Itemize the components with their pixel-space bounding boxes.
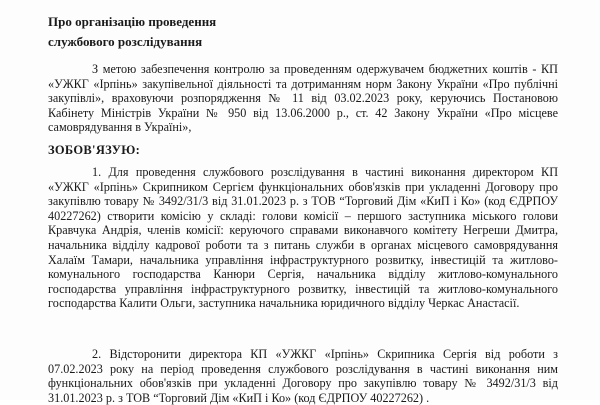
preamble-paragraph: З метою забезпечення контролю за проведенням одержувачем бюджетних коштів - КП «УЖКГ «Ірпінь» закупівельної діяльності та дотриманням норм Закону України «Про публічні закупівлі», враховуючи розпорядження № 11 від 03.02.2023 року, керуючись Постановою Кабінету Міністрів України № 950 від 13.06.2000 р., ст. 42 Закону України «Про місцеве самоврядування в Україні», (48, 62, 558, 135)
item-1-paragraph: 1. Для проведення службового розслідування в частині виконання директором КП «УЖКГ «Ірпінь» Скрипником Сергієм функціональних обов'язків при укладенні Договору про закупівлю товару № 3492/31/3 від 31.01.2023 р. з ТОВ “Торговий Дім «КиП і Ко» (код ЄДРПОУ 40227262) створити комісію у складі: голови комісії – першого заступника міського голови Кравчука Андрія, членів комісії: керуючого справами виконавчого комітету Негреши Дмитра, начальника відділу кадрової роботи та з питань служби в органах місцевого самоврядування Халаїм Тамари, начальника управління інфраструктурного розвитку, інвестицій та житлово-комунального господарства Канюри Сергія, начальника відділу житлово-комунального господарства управління інфраструктурного розвитку, інвестицій та житлово-комунального господарства Калити Ольги, заступника начальника юридичного відділу Черкас Анастасії. (48, 165, 558, 311)
item-2-paragraph: 2. Відсторонити директора КП «УЖКГ «Ірпінь» Скрипника Сергія від роботи з 07.02.2023 року на період проведення службового розслідування в частині виконання ним функціональних обов'язків при укладенні Договору про закупівлю товару № 3492/31/3 від 31.01.2023 р. з ТОВ “Торговий Дім «КиП і Ко» (код ЄДРПОУ 40227262) . (48, 347, 558, 405)
document-title (48, 12, 216, 52)
title-line-1: Про організацію проведення (48, 14, 217, 29)
obligation-heading: ЗОБОВ'ЯЗУЮ: (48, 143, 141, 157)
title-line-2: службового розслідування (48, 34, 203, 49)
